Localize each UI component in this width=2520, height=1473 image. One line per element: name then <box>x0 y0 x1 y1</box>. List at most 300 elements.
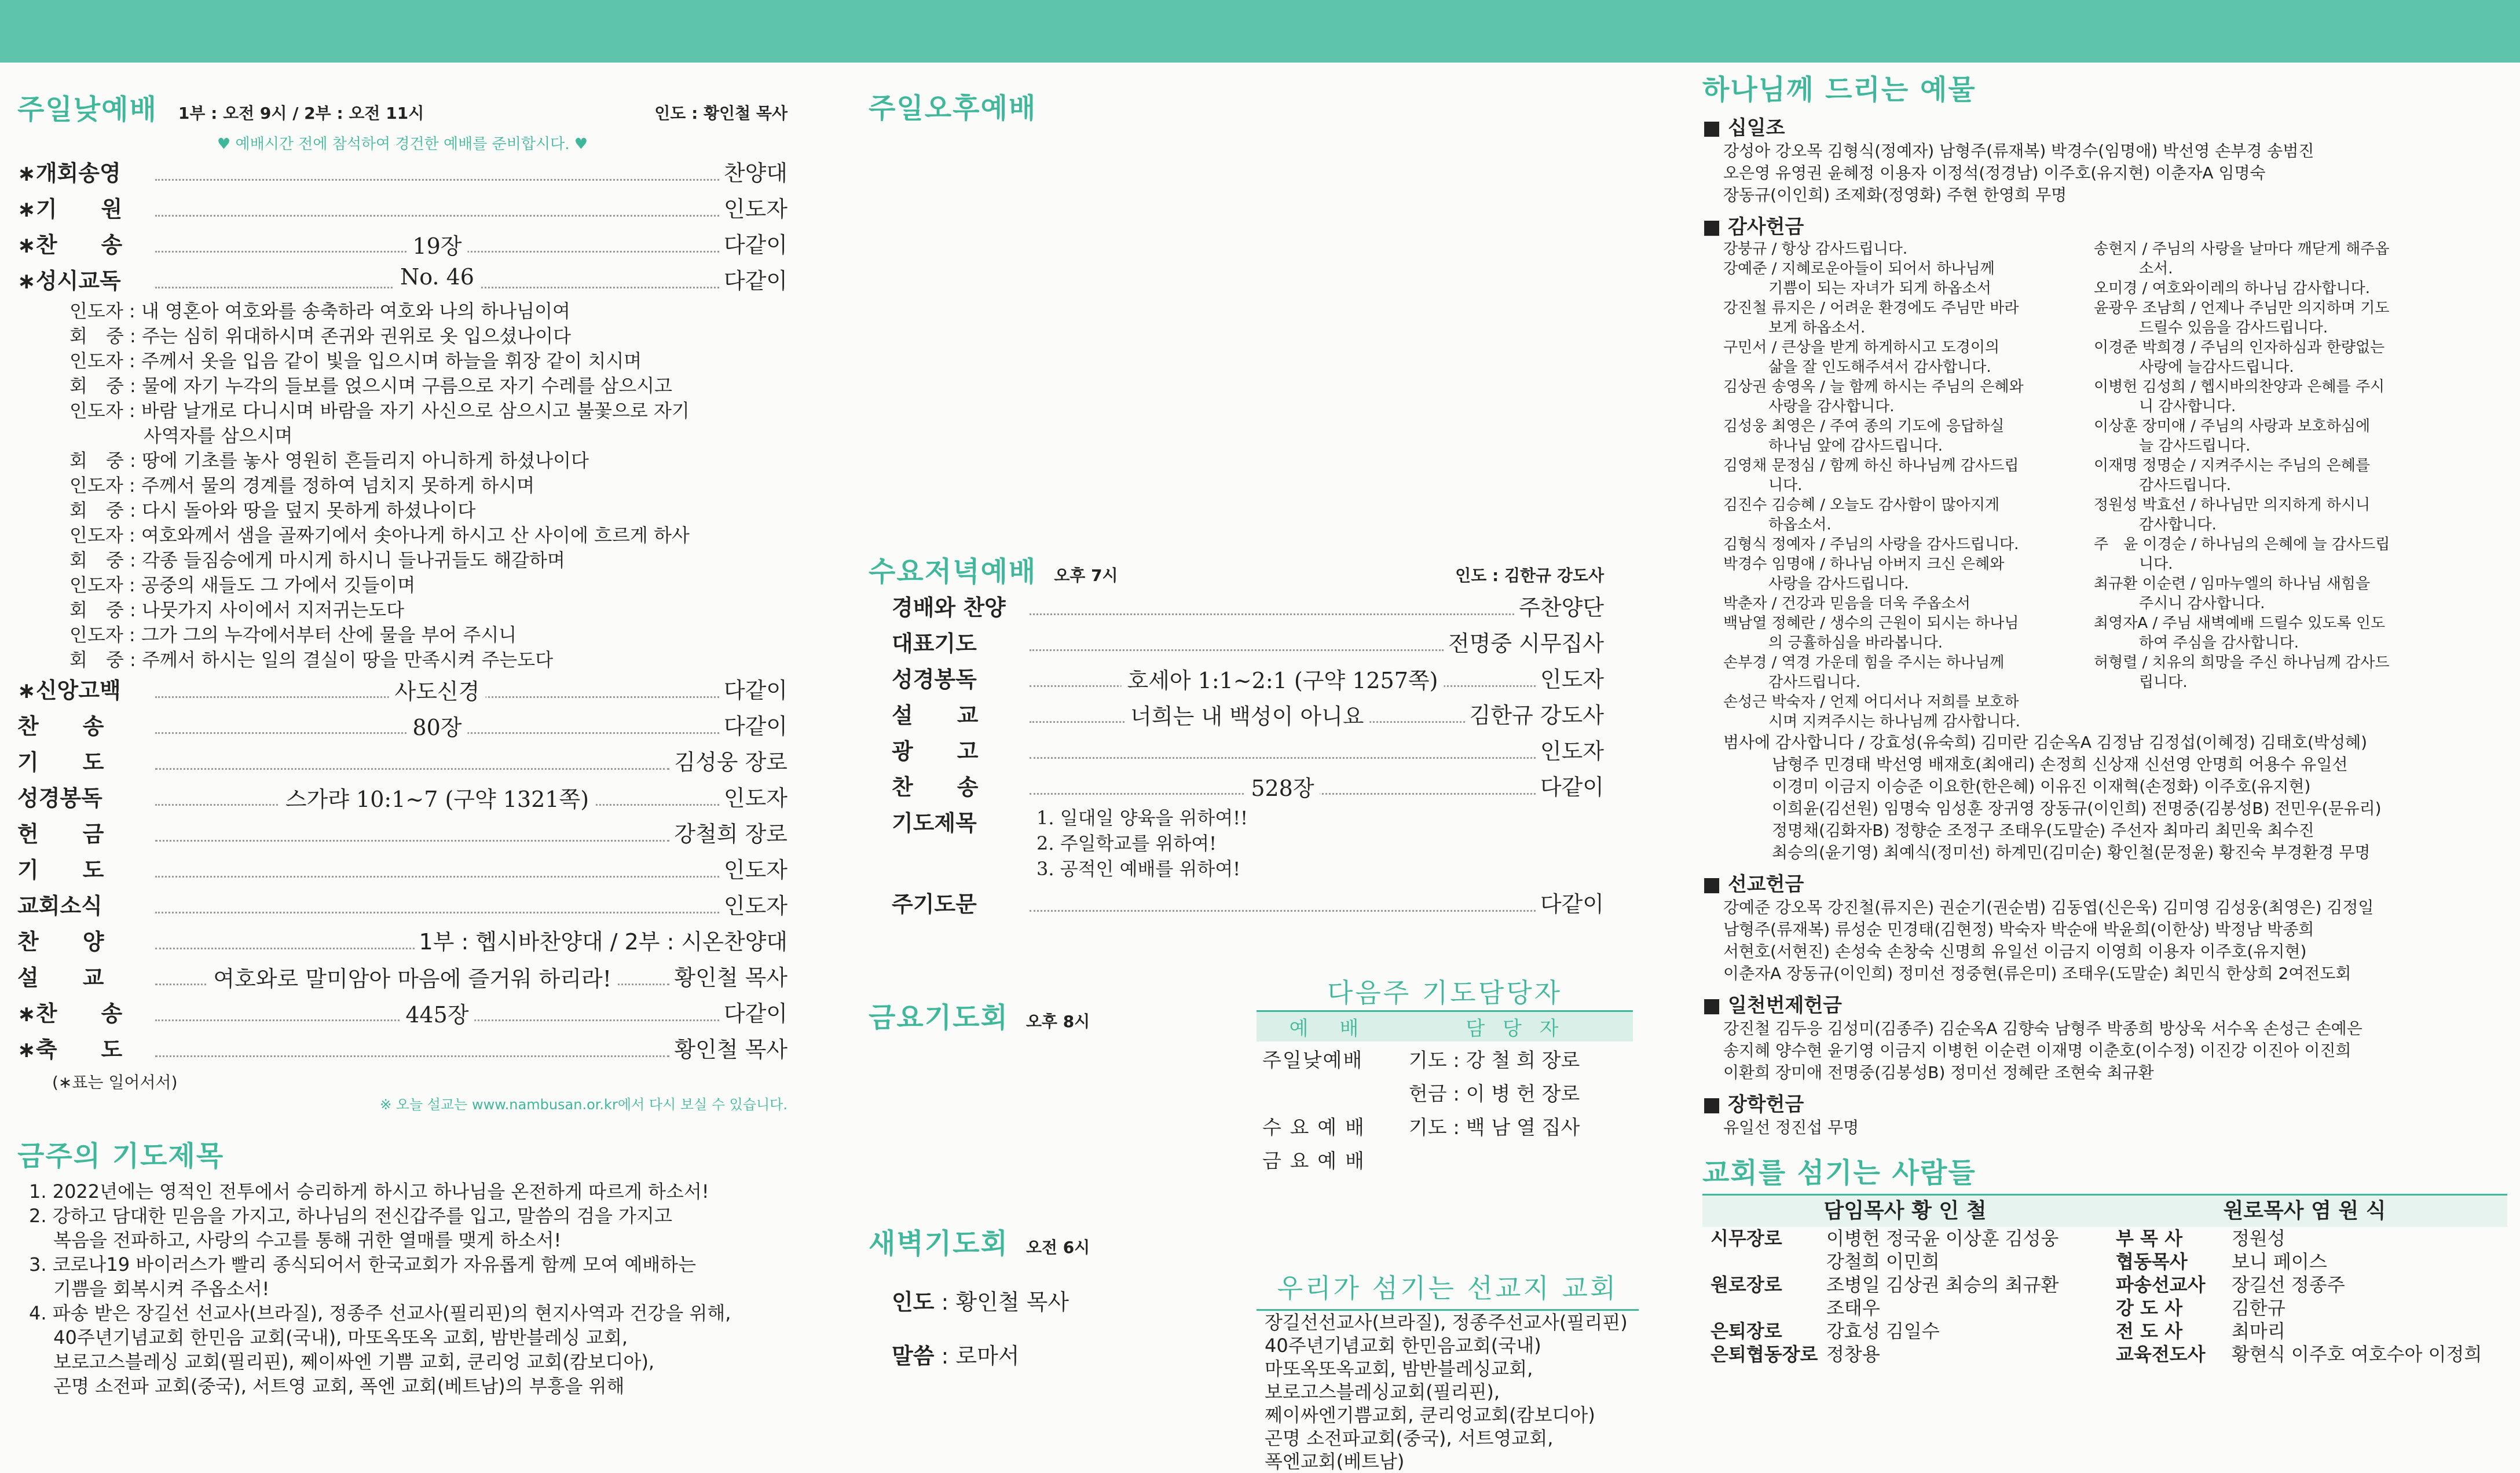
order-leader-line <box>155 911 719 913</box>
onetime-line: 강진철 김두응 김성미(김종주) 김순옥A 김향숙 남형주 박종희 방상욱 서수옥 손성근 손예은 <box>1723 1019 2362 1038</box>
thanks-line: 삶을 잘 인도해주셔서 감사합니다. <box>1723 359 1991 376</box>
mission-line: 40주년기념교회 한민음교회(국내) <box>1265 1335 1541 1357</box>
staff-row <box>1702 1343 2108 1366</box>
order-right: 다같이 <box>723 678 788 703</box>
order-right: 1부 : 헵시바찬양대 / 2부 : 시온찬양대 <box>419 929 788 955</box>
order-right: 인도자 <box>723 785 788 811</box>
duty-person: 기도 : 강 철 희 장로 <box>1408 1048 1580 1072</box>
responsive-line: 인도자 : 주께서 물의 경계를 정하여 넘치지 못하게 하시며 <box>69 474 535 496</box>
order-row <box>17 744 788 780</box>
order-row <box>17 155 788 191</box>
thanks-line: 정원성 박효선 / 하나님만 의지하게 하시니 <box>2094 496 2371 514</box>
order-right: 다같이 <box>723 1001 788 1026</box>
order-leader-line <box>155 214 719 217</box>
staff-names: 황현식 이주호 여호수아 이정희 <box>2232 1343 2482 1365</box>
tithe-line: 강성아 강오목 김형식(정예자) 남형주(류재복) 박경수(임명애) 박선영 손부경 송범진 <box>1723 141 2314 160</box>
thanks-line: 시며 지켜주시는 하나님께 감사합니다. <box>1723 713 2020 730</box>
responsive-line: 인도자 : 여호와께서 샘을 골짜기에서 솟아나게 하시고 산 사이에 흐르게 하사 <box>69 524 690 546</box>
duty-col-service: 예 배 <box>1257 1011 1397 1042</box>
staff-names: 정창용 <box>1826 1343 1880 1365</box>
duty-person: 기도 : 백 남 열 집사 <box>1408 1116 1580 1139</box>
order-row <box>17 996 788 1032</box>
thanks-line: 사랑에 늘감사드립니다. <box>2094 359 2294 376</box>
order-label: ∗축 도 <box>17 1037 123 1062</box>
mission-line: 보로고스블레싱교회(필리핀), <box>1265 1381 1500 1403</box>
staff-row <box>1702 1250 2108 1273</box>
emeritus-pastor: 원로목사 염 원 식 <box>2223 1199 2386 1223</box>
order-leader-line <box>155 767 669 770</box>
next-duty-table <box>1257 1010 1633 1176</box>
thanks-all-list <box>1702 732 2507 864</box>
order-center: 호세아 1:1~2:1 (구약 1257쪽) <box>1121 663 1444 695</box>
order-label: 성경봉독 <box>892 667 977 692</box>
staff-names: 조태우 <box>1826 1297 1880 1319</box>
thanks-line: 송현지 / 주님의 사랑을 날마다 깨닫게 해주옵 <box>2094 240 2390 258</box>
duty-service: 수 요 예 배 <box>1262 1116 1365 1139</box>
sunday-leader: 인도 : 황인철 목사 <box>654 104 788 123</box>
duty-person: 헌금 : 이 병 헌 장로 <box>1408 1082 1580 1106</box>
order-row <box>892 661 1604 697</box>
order-label: 경배와 찬양 <box>892 595 1006 620</box>
staff-names: 강효성 김일수 <box>1826 1320 1940 1342</box>
order-label: ∗기 원 <box>17 196 123 222</box>
thanks-line: 감사드립니다. <box>2094 477 2231 494</box>
sunday-order-top <box>17 155 788 299</box>
dawn-time: 오전 6시 <box>1025 1238 1090 1257</box>
order-label: ∗신앙고백 <box>17 678 121 703</box>
staff-role: 교육전도사 <box>2116 1343 2206 1365</box>
prayer-item: 곤명 소전파 교회(중국), 서트영 교회, 폭엔 교회(베트남)의 부흥을 위해 <box>29 1375 625 1397</box>
offerings-title: 하나님께 드리는 예물 <box>1702 74 1976 106</box>
order-leader-line <box>155 839 669 842</box>
order-row <box>17 227 788 263</box>
order-right: 다같이 <box>1540 891 1604 917</box>
duty-row <box>1257 1142 1633 1176</box>
prayer-item: 1. 2022년에는 영적인 전투에서 승리하게 하시고 하나님을 온전하게 따르게 하소서! <box>29 1180 709 1202</box>
duty-service: 금 요 예 배 <box>1262 1149 1365 1173</box>
order-label: 교회소식 <box>17 893 102 919</box>
order-row <box>892 769 1604 805</box>
thanks-line: 이재명 정명순 / 지켜주시는 주님의 은혜를 <box>2094 457 2371 474</box>
order-row <box>892 626 1604 661</box>
thanks-all-line: 최승의(윤기영) 최예식(정미선) 하계민(김미순) 황인철(문정윤) 황진숙 부경환경 무명 <box>1723 843 2371 862</box>
sunday-footer <box>17 1070 788 1093</box>
onetime-heading: ■ 일천번제헌금 <box>1702 994 1843 1017</box>
staff-role: 은퇴협동장로 <box>1710 1343 1818 1365</box>
dawn-leader-label: 인도 <box>892 1289 935 1315</box>
wednesday-header <box>869 549 1604 590</box>
column-offerings <box>1702 63 2507 1446</box>
order-right: 황인철 목사 <box>674 965 788 990</box>
friday-time: 오후 8시 <box>1025 1012 1090 1031</box>
duty-person <box>1397 1142 1633 1176</box>
order-right: 인도자 <box>723 893 788 919</box>
staff-role: 전 도 사 <box>2116 1320 2183 1342</box>
dawn-title: 새벽기도회 <box>869 1227 1009 1260</box>
tithe-line: 오은영 유영권 윤혜정 이용자 이정석(정경남) 이주호(유지현) 이춘자A 임명숙 <box>1723 163 2266 182</box>
sunday-notice: ♥ 예배시간 전에 참석하여 경건한 예배를 준비합시다. ♥ <box>217 136 588 153</box>
mission-line: 마또옥또옥교회, 밤반블레싱교회, <box>1265 1358 1533 1380</box>
order-row <box>869 886 1604 922</box>
thanks-line: 소서. <box>2094 260 2173 277</box>
prayer-item: 3. 코로나19 바이러스가 빨리 종식되어서 한국교회가 자유롭게 함께 모여 예배하는 <box>29 1253 696 1275</box>
prayer-item: 4. 파송 받은 장길선 선교사(브라질), 정종주 선교사(필리핀)의 현지사역과 건강을 위해, <box>29 1302 731 1324</box>
thanks-line: 보게 하옵소서. <box>1723 319 1866 337</box>
order-right: 황인철 목사 <box>674 1037 788 1062</box>
order-right: 인도자 <box>723 196 788 222</box>
tithe-heading: ■ 십일조 <box>1702 116 1785 140</box>
scholar-list <box>1702 1117 2507 1139</box>
duty-row <box>1257 1075 1633 1109</box>
order-right: 강철희 장로 <box>674 821 788 847</box>
order-row <box>17 708 788 744</box>
scholar-line: 유일선 정진섭 무명 <box>1723 1118 1859 1137</box>
onetime-list <box>1702 1018 2507 1084</box>
order-leader-line <box>155 947 415 949</box>
thanks-line: 사랑을 감사합니다. <box>1723 398 1895 415</box>
dawn-leader: 황인철 목사 <box>955 1289 1069 1315</box>
onetime-line: 이환희 장미애 전명중(김봉성B) 정미선 정혜란 조현숙 최규환 <box>1723 1063 2154 1082</box>
staff-row <box>2108 1343 2501 1366</box>
thanks-line: 박경수 임명애 / 하나님 아버지 크신 은혜와 <box>1723 555 2005 573</box>
order-label: 찬 송 <box>17 714 104 739</box>
sunday-order-bottom <box>17 672 788 1068</box>
staff-row <box>1702 1273 2108 1296</box>
thanks-line: 김성웅 최영은 / 주여 종의 기도에 응답하실 <box>1723 418 2005 435</box>
thanks-line: 기쁨이 되는 자녀가 되게 하옵소서 <box>1723 280 1991 297</box>
next-duty-box <box>1257 972 1633 1176</box>
wednesday-leader: 인도 : 김한규 강도사 <box>1455 566 1604 585</box>
wednesday-prayer-item: 2. 주일학교를 위하여! <box>1036 832 1217 854</box>
order-row <box>892 697 1604 733</box>
responsive-line: 인도자 : 공중의 새들도 그 가에서 깃들이며 <box>69 574 416 596</box>
order-right: 인도자 <box>1540 667 1604 692</box>
staff-row <box>1702 1227 2108 1250</box>
mission-offering-line: 서현호(서현진) 손성숙 손창숙 신명희 유일선 이금지 이영희 이용자 이주호(유지현) <box>1723 942 2307 961</box>
staff-role: 파송선교사 <box>2116 1274 2206 1296</box>
wednesday-title: 수요저녁예배 <box>869 555 1037 588</box>
order-row <box>17 852 788 888</box>
responsive-line: 인도자 : 그가 그의 누각에서부터 산에 물을 부어 주시니 <box>69 624 517 646</box>
thanks-line: 이상훈 장미애 / 주님의 사랑과 보호하심에 <box>2094 418 2371 435</box>
staff-title: 교회를 섬기는 사람들 <box>1702 1157 1976 1189</box>
order-right: 찬양대 <box>723 160 788 186</box>
order-leader-line <box>155 1055 669 1057</box>
thanks-line: 늘 감사드립니다. <box>2094 437 2251 455</box>
prayer-item: 2. 강하고 담대한 믿음을 가지고, 하나님의 전신갑주를 입고, 말씀의 검을 가지고 <box>29 1205 672 1227</box>
order-center: No. 46 <box>394 264 480 290</box>
mission-list <box>1702 897 2507 985</box>
thanks-right <box>2094 239 2464 732</box>
staff-role <box>1702 1296 1826 1320</box>
staff-role <box>1702 1250 1826 1273</box>
order-leader-line <box>1030 613 1514 615</box>
thanks-line: 하나님 앞에 감사드립니다. <box>1723 437 1943 455</box>
thanks-line: 하옵소서. <box>1723 516 1832 533</box>
order-row <box>17 960 788 996</box>
order-row <box>17 263 788 299</box>
mission-line: 장길선선교사(브라질), 정종주선교사(필리핀) <box>1265 1311 1628 1333</box>
staff-names: 장길선 정종주 <box>2232 1274 2345 1296</box>
thanks-left <box>1723 239 2094 732</box>
thanks-line: 허형렬 / 치유의 희망을 주신 하나님께 감사드 <box>2094 654 2390 671</box>
top-band <box>0 0 2520 63</box>
order-row <box>892 590 1604 626</box>
order-leader-line <box>1030 704 1465 729</box>
order-center: 445장 <box>400 997 474 1029</box>
order-label: 설 교 <box>17 965 104 990</box>
staff-role: 시무장로 <box>1710 1227 1782 1249</box>
thanks-line: 김진수 김승혜 / 오늘도 감사함이 많아지게 <box>1723 496 2000 514</box>
thanks-all-line: 이경미 이금지 이승준 이요한(한은혜) 이유진 이재혁(손정화) 이주호(유지현) <box>1723 777 2311 796</box>
wednesday-time: 오후 7시 <box>1054 566 1118 585</box>
order-right: 김한규 강도사 <box>1469 703 1604 728</box>
thanks-line: 강붕규 / 항상 감사드립니다. <box>1723 240 1908 258</box>
staff-names: 최마리 <box>2232 1320 2285 1342</box>
staff-names: 정원성 <box>2232 1227 2285 1249</box>
mission-line: 폭엔교회(베트남) <box>1265 1450 1405 1472</box>
thanks-all-line: 남형주 민경태 박선영 배재호(최애리) 손정희 신상재 신선영 안명희 어용수 유일선 <box>1723 755 2348 774</box>
order-leader-line <box>155 875 719 878</box>
duty-row <box>1257 1041 1633 1075</box>
thanks-line: 감사합니다. <box>2094 516 2217 533</box>
responsive-line: 회 중 : 나뭇가지 사이에서 지저귀는도다 <box>69 599 405 621</box>
thanks-line: 김상권 송영옥 / 늘 함께 하시는 주님의 은혜와 <box>1723 378 2024 396</box>
order-leader-line <box>155 679 719 704</box>
staff-role: 원로장로 <box>1710 1274 1782 1296</box>
order-right: 다같이 <box>723 714 788 739</box>
order-label: 기 도 <box>17 857 104 883</box>
mission-heading: ■ 선교헌금 <box>1702 873 1804 896</box>
thanks-line: 손성근 박숙자 / 언제 어디서나 저희를 보호하 <box>1723 693 2019 711</box>
thanks-line: 김영채 문정심 / 함께 하신 하나님께 감사드립 <box>1723 457 2019 474</box>
wednesday-prayer-list <box>1036 805 1248 882</box>
prayer-item: 복음을 전파하고, 사랑의 수고를 통해 귀한 열매를 맺게 하소서! <box>29 1229 562 1251</box>
missions-list <box>1257 1311 1639 1473</box>
order-right: 전명중 시무집사 <box>1448 631 1604 656</box>
staff-right <box>2108 1227 2501 1366</box>
mission-offering-line: 남형주(류재복) 류성순 민경태(김현정) 박숙자 박순애 박윤희(이한상) 박정남 박종희 <box>1723 920 2314 939</box>
staff-row <box>2108 1227 2501 1250</box>
prayer-items <box>17 1179 788 1398</box>
tithe-line: 장동규(이인희) 조제화(정영화) 주현 한영희 무명 <box>1723 185 2067 204</box>
order-label: ∗찬 송 <box>17 232 123 258</box>
thanks-line: 주시니 감사합니다. <box>2094 595 2265 612</box>
order-leader-line <box>1030 756 1536 759</box>
order-row <box>17 191 788 227</box>
thanks-line: 립니다. <box>2094 674 2188 691</box>
thanks-line: 감사드립니다. <box>1723 674 1860 691</box>
prayer-item: 기쁨을 회복시켜 주옵소서! <box>29 1278 270 1300</box>
mission-line: 쩨이싸엔기쁨교회, 쿤리엉교회(캄보디아) <box>1265 1404 1595 1426</box>
order-center: 528장 <box>1245 770 1320 802</box>
duty-col-person: 담 당 자 <box>1397 1011 1633 1042</box>
order-label: 헌 금 <box>17 821 104 847</box>
thanks-line: 니다. <box>2094 555 2173 573</box>
staff-body <box>1702 1227 2507 1366</box>
afternoon-title: 주일오후예배 <box>869 92 1037 125</box>
staff-row <box>2108 1296 2501 1320</box>
order-leader-line <box>155 178 719 181</box>
column-weekday <box>869 63 1644 1472</box>
order-leader-line <box>155 715 719 740</box>
order-row <box>17 1032 788 1068</box>
staff-row <box>2108 1320 2501 1343</box>
thanks-line: 김형식 정예자 / 주님의 사랑을 감사드립니다. <box>1723 536 2019 553</box>
order-row <box>892 733 1604 769</box>
thanks-line: 윤광우 조남희 / 언제나 주님만 의지하며 기도 <box>2094 299 2390 317</box>
thanks-columns <box>1702 239 2507 732</box>
order-row <box>17 924 788 960</box>
order-label: 광 고 <box>892 739 979 764</box>
order-row <box>17 888 788 924</box>
order-label: ∗개회송영 <box>17 160 121 186</box>
responsive-line: 인도자 : 주께서 옷을 입음 같이 빛을 입으시며 하늘을 휘장 같이 치시며 <box>69 350 642 372</box>
staff-role: 강 도 사 <box>2116 1297 2183 1319</box>
tithe-list <box>1702 140 2507 206</box>
responsive-line: 회 중 : 주는 심히 위대하시며 존귀와 권위로 옷 입으셨나이다 <box>69 325 572 347</box>
order-center: 19장 <box>406 228 467 260</box>
order-center: 80장 <box>406 710 467 741</box>
order-leader-line <box>1030 668 1536 693</box>
thanks-line: 이병헌 김성희 / 헵시바의찬양과 은혜를 주시 <box>2094 378 2385 396</box>
order-row <box>17 780 788 816</box>
order-right: 다같이 <box>723 232 788 258</box>
head-pastor: 담임목사 황 인 철 <box>1823 1199 1987 1223</box>
order-row <box>17 816 788 852</box>
staff-header <box>1702 1194 2507 1227</box>
thanks-line: 구민서 / 큰상을 받게 하게하시고 도경이의 <box>1723 339 2000 356</box>
order-leader-line <box>155 233 719 259</box>
responsive-line: 회 중 : 주께서 하시는 일의 결실이 땅을 만족시켜 주는도다 <box>69 649 554 671</box>
sunday-header <box>17 87 788 124</box>
missions-box <box>1257 1267 1639 1473</box>
sunday-title: 주일낮예배 <box>17 93 158 126</box>
dawn-section <box>869 1221 1090 1370</box>
order-leader-line <box>155 787 719 812</box>
staff-role: 부 목 사 <box>2116 1227 2183 1249</box>
order-leader-line <box>155 264 719 290</box>
column-sunday <box>17 63 788 1446</box>
responsive-line: 회 중 : 각종 들짐승에게 마시게 하시니 들나귀들도 해갈하며 <box>69 549 565 571</box>
order-label: 기 도 <box>17 750 104 775</box>
onetime-line: 송지혜 양수현 윤기영 이금지 이병헌 이순련 이재명 이춘호(이수정) 이진강 이진아 이진희 <box>1723 1041 2351 1060</box>
staff-names: 이병헌 정국윤 이상훈 김성웅 <box>1826 1227 2059 1249</box>
order-right: 인도자 <box>1540 739 1604 764</box>
order-leader-line <box>155 966 669 992</box>
order-label: 찬 양 <box>17 929 104 955</box>
staff-names: 김한규 <box>2232 1297 2285 1319</box>
dawn-word: 로마서 <box>955 1343 1020 1369</box>
thanks-line: 오미경 / 여호와이레의 하나님 감사합니다. <box>2094 280 2371 297</box>
staff-row <box>1702 1296 2108 1320</box>
mission-offering-line: 강예준 강오목 강진철(류지은) 권순기(권순범) 김동엽(신은욱) 김미영 김성웅(최영은) 김정일 <box>1723 898 2374 917</box>
staff-names: 조병일 김상권 최승의 최규환 <box>1826 1274 2059 1296</box>
responsive-line: 사역자를 삼으시며 <box>69 425 293 447</box>
dawn-word-row: 말씀 : 로마서 <box>892 1343 1020 1369</box>
order-right: 인도자 <box>723 857 788 883</box>
responsive-line: 인도자 : 바람 날개로 다니시며 바람을 자기 사신으로 삼으시고 불꽃으로 자기 <box>69 400 690 422</box>
sunday-times: 1부 : 오전 9시 / 2부 : 오전 11시 <box>178 104 424 123</box>
dawn-leader-row: 인도 : 황인철 목사 <box>892 1289 1069 1315</box>
order-center: 여호와로 말미암아 마음에 즐거워 하리라! <box>207 961 617 993</box>
order-leader-line <box>1030 909 1536 912</box>
order-label: 주기도문 <box>892 891 977 917</box>
wednesday-prayer-item: 3. 공적인 예배를 위하여! <box>1036 858 1241 880</box>
order-label: 찬 송 <box>892 774 979 800</box>
thanks-line: 강예준 / 지혜로운아들이 되어서 하나님께 <box>1723 260 1995 277</box>
staff-row <box>2108 1250 2501 1273</box>
prayer-title: 금주의 기도제목 <box>17 1140 225 1172</box>
responsive-reading <box>17 299 788 672</box>
mission-offering-line: 이춘자A 장동규(이인희) 정미선 정중현(류은미) 조태우(도말순) 최민식 한상희 2여전도회 <box>1723 964 2351 983</box>
thanks-line: 의 긍휼하심을 바라봅니다. <box>1723 634 1943 652</box>
staff-table <box>1702 1194 2507 1366</box>
duty-service <box>1257 1075 1397 1109</box>
thanks-all-line: 이희윤(김선원) 임명숙 임성훈 장귀영 장동규(이인희) 전명중(김봉성B) 전민우(문유리) <box>1723 799 2382 818</box>
order-right: 다같이 <box>1540 774 1604 800</box>
order-label: 성경봉독 <box>17 785 102 811</box>
wednesday-section <box>869 549 1604 922</box>
duty-service: 주일낮예배 <box>1262 1048 1364 1072</box>
order-label: ∗찬 송 <box>17 1001 123 1026</box>
staff-role: 은퇴장로 <box>1710 1320 1782 1342</box>
order-label: 대표기도 <box>892 631 977 656</box>
wednesday-order <box>869 590 1604 805</box>
thanks-line: 하여 주심을 감사합니다. <box>2094 634 2299 652</box>
staff-names: 강철희 이민희 <box>1826 1251 1940 1273</box>
duty-row <box>1257 1109 1633 1142</box>
order-leader-line <box>155 1002 719 1028</box>
order-leader-line <box>1030 649 1444 651</box>
order-center: 스가랴 10:1~7 (구약 1321쪽) <box>280 781 595 813</box>
thanks-heading: ■ 감사헌금 <box>1702 215 1804 239</box>
thanks-line: 최영자A / 주님 새벽예배 드릴수 있도록 인도 <box>2094 615 2386 632</box>
staff-role: 협동목사 <box>2116 1251 2188 1273</box>
order-row <box>17 672 788 708</box>
thanks-line: 최규환 이순련 / 임마누엘의 하나님 새힘을 <box>2094 575 2371 593</box>
thanks-line: 니 감사합니다. <box>2094 398 2236 415</box>
thanks-line: 손부경 / 역경 가운데 힘을 주시는 하나님께 <box>1723 654 2005 671</box>
wednesday-prayer-item: 1. 일대일 양육을 위하여!! <box>1036 807 1248 829</box>
scholar-heading: ■ 장학헌금 <box>1702 1093 1804 1116</box>
staff-row <box>1702 1320 2108 1343</box>
staff-left <box>1702 1227 2108 1366</box>
prayer-item: 보로고스블레싱 교회(필리핀), 쩨이싸엔 기쁨 교회, 쿤리엉 교회(캄보디아), <box>29 1351 655 1373</box>
order-label: ∗성시교독 <box>17 268 121 294</box>
order-center: 사도신경 <box>389 674 486 706</box>
order-right: 다같이 <box>723 268 788 294</box>
order-right: 김성웅 장로 <box>674 750 788 775</box>
thanks-line: 니다. <box>1723 477 1803 494</box>
thanks-line: 주 윤 이경순 / 하나님의 은혜에 늘 감사드립 <box>2094 536 2390 553</box>
order-center: 너희는 내 백성이 아니요 <box>1125 699 1369 730</box>
order-label: 설 교 <box>892 703 979 728</box>
staff-names: 보니 페이스 <box>2232 1251 2327 1273</box>
friday-section <box>869 995 1090 1035</box>
thanks-line: 백남열 정혜란 / 생수의 근원이 되시는 하나님 <box>1723 615 2019 632</box>
sermon-note: ※ 오늘 설교는 www.nambusan.or.kr에서 다시 보실 수 있습니다. <box>380 1096 788 1113</box>
responsive-line: 회 중 : 다시 돌아와 땅을 덮지 못하게 하셨나이다 <box>69 499 476 521</box>
thanks-line: 강진철 류지은 / 어려운 환경에도 주님만 바라 <box>1723 299 2019 317</box>
responsive-line: 회 중 : 땅에 기초를 놓사 영원히 흔들리지 아니하게 하셨나이다 <box>69 449 589 471</box>
thanks-line: 박춘자 / 건강과 믿음을 더욱 주옵소서 <box>1723 595 1970 612</box>
thanks-line: 사랑을 감사드립니다. <box>1723 575 1909 593</box>
mission-line: 곤명 소전파교회(중국), 서트영교회, <box>1265 1427 1554 1449</box>
responsive-line: 회 중 : 물에 자기 누각의 들보를 얹으시며 구름으로 자기 수레를 삼으시고 <box>69 375 672 397</box>
thanks-line: 이경준 박희경 / 주님의 인자하심과 한량없는 <box>2094 339 2385 356</box>
order-right: 주찬양단 <box>1519 595 1604 620</box>
